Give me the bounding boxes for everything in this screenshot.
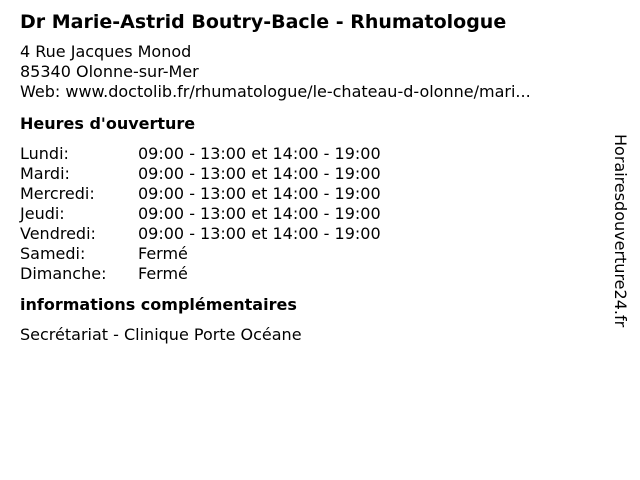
address-block xyxy=(20,42,600,102)
day-label: Samedi: xyxy=(20,244,86,263)
day-label: Lundi: xyxy=(20,144,69,163)
time-value: 09:00 - 13:00 et 14:00 - 19:00 xyxy=(138,164,381,183)
day-label: Mercredi: xyxy=(20,184,95,203)
time-value: Fermé xyxy=(138,244,188,263)
website-link[interactable]: Web: www.doctolib.fr/rhumatologue/le-chateau-d-olonne/mari... xyxy=(20,82,531,101)
site-watermark: Horairesdouverture24.fr xyxy=(611,134,630,328)
info-text: Secrétariat - Clinique Porte Océane xyxy=(20,325,302,344)
address-street: 4 Rue Jacques Monod xyxy=(20,42,192,61)
time-value: 09:00 - 13:00 et 14:00 - 19:00 xyxy=(138,204,381,223)
day-label: Vendredi: xyxy=(20,224,96,243)
page-title: Dr Marie-Astrid Boutry-Bacle - Rhumatologue xyxy=(20,11,507,33)
time-value: 09:00 - 13:00 et 14:00 - 19:00 xyxy=(138,184,381,203)
day-label: Dimanche: xyxy=(20,264,107,283)
hours-table xyxy=(20,144,600,284)
time-value: Fermé xyxy=(138,264,188,283)
hours-row-thursday xyxy=(20,204,600,224)
hours-heading: Heures d'ouverture xyxy=(20,114,196,133)
time-value: 09:00 - 13:00 et 14:00 - 19:00 xyxy=(138,144,381,163)
hours-row-tuesday xyxy=(20,164,600,184)
hours-row-monday xyxy=(20,144,600,164)
address-city: 85340 Olonne-sur-Mer xyxy=(20,62,199,81)
hours-row-saturday xyxy=(20,244,600,264)
hours-row-sunday xyxy=(20,264,600,284)
day-label: Jeudi: xyxy=(20,204,65,223)
day-label: Mardi: xyxy=(20,164,70,183)
hours-row-wednesday xyxy=(20,184,600,204)
business-card xyxy=(20,8,600,345)
hours-row-friday xyxy=(20,224,600,244)
info-heading: informations complémentaires xyxy=(20,295,297,314)
time-value: 09:00 - 13:00 et 14:00 - 19:00 xyxy=(138,224,381,243)
